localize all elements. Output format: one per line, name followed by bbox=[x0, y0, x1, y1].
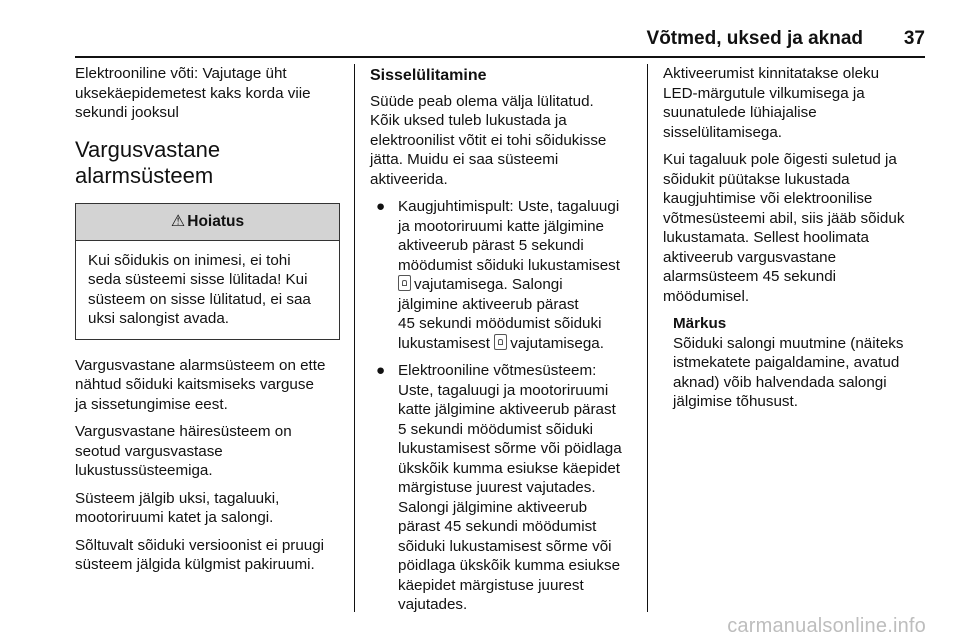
paragraph: Kui tagaluuk pole õigesti suletud ja sõidukit püütakse lukustada kaugjuhtimise või elektroonilise võtmesüsteemi abil, siis jääb sõiduk lukustamata. Sellest hoolimata aktiveerub vargusvastane alarmsüsteem 45 sekundi möödumisel. bbox=[663, 151, 905, 305]
paragraph: Vargusvastane häiresüsteem on seotud vargusvastase lukustussüsteemiga. bbox=[75, 423, 292, 479]
warning-box bbox=[75, 203, 340, 340]
paragraph: Sõltuvalt sõiduki versioonist ei pruugi süsteem jälgida külgmist pakiruumi. bbox=[75, 536, 325, 573]
middle-column bbox=[370, 64, 635, 623]
note-title: Märkus bbox=[673, 315, 727, 332]
warning-body: Kui sõidukis on inimesi, ei tohi seda süsteemi sisse lülitada! Kui süsteem on sisse lülitatud, ei saa uksi salongist avada. bbox=[88, 251, 311, 327]
watermark: carmanualsonline.info bbox=[727, 615, 926, 637]
bullet-dot: ● bbox=[376, 198, 386, 215]
column-divider-left bbox=[354, 64, 355, 612]
section-heading-alarm: Vargusvastane alarmsüsteem bbox=[75, 136, 221, 188]
intro-paragraph: Süüde peab olema välja lülitatud. Kõik uksed tuleb lukustada ja elektroonilist võtit ei tohi sõidukisse jätta. Muidu ei saa süsteemi aktiveerida. bbox=[370, 92, 607, 188]
note-block: Märkus Sõiduki salongi muutmine (näiteks istmekatete paigaldamine, avatud aknad) võib halvendada salongi jälgimise tõhusust. bbox=[673, 314, 928, 412]
paragraph: Vargusvastane alarmsüsteem on ette nähtud sõiduki kaitsmiseks varguse ja sissetungimise eest. bbox=[75, 356, 326, 413]
page-header bbox=[75, 28, 925, 58]
bullet-dot: ● bbox=[376, 362, 386, 379]
header-title: Võtmed, uksed ja aknad bbox=[646, 28, 863, 49]
lock-icon bbox=[398, 275, 411, 291]
intro-paragraph: Elektrooniline võti: Vajutage üht uksekäepidemetest kaks korda viie sekundi jooksul bbox=[75, 65, 311, 121]
bullet-list bbox=[370, 197, 635, 615]
warning-triangle-icon: ⚠ bbox=[170, 212, 186, 230]
paragraph: Aktiveerumist kinnitatakse oleku LED-märgutule vilkumisega ja suunatulede lühiajalise sisselülitamisega. bbox=[663, 65, 880, 141]
warning-header bbox=[76, 204, 339, 241]
left-column bbox=[75, 64, 340, 583]
warning-title: Hoiatus bbox=[187, 212, 245, 230]
list-item: ● Kaugjuhtimispult: Uste, tagaluugi ja mootoriruumi katte jälgimine aktiveerub pärast 5 sekundi möödumist sõiduki lukustamisest vajutamisega. Salongi jälgimine aktiveerub pärast 45 sekundi möödumist sõiduki lukustamisest vajutamisega. bbox=[376, 198, 620, 352]
right-column bbox=[663, 64, 928, 412]
paragraph: Süsteem jälgib uksi, tagaluuki, mootoriruumi katet ja salongi. bbox=[75, 489, 280, 526]
section-heading-activation: Sisselülitamine bbox=[370, 67, 487, 84]
page-number: 37 bbox=[903, 28, 925, 49]
column-divider-right bbox=[647, 64, 648, 612]
lock-icon bbox=[494, 334, 507, 350]
list-item: ● Elektrooniline võtmesüsteem: Uste, tagaluugi ja mootoriruumi katte jälgimine aktiveerub pärast 5 sekundi möödumist sõiduki lukustamisest sõrme või pöidlaga ükskõik kumma esiukse käepidet märgistuse juurest vajutades. Salongi jälgimine aktiveerub pärast 45 sekundi möödumist sõiduki lukustamisest sõrme või pöidlaga ükskõik kumma esiukse käepidet märgistuse juurest vajutades. bbox=[376, 362, 622, 613]
